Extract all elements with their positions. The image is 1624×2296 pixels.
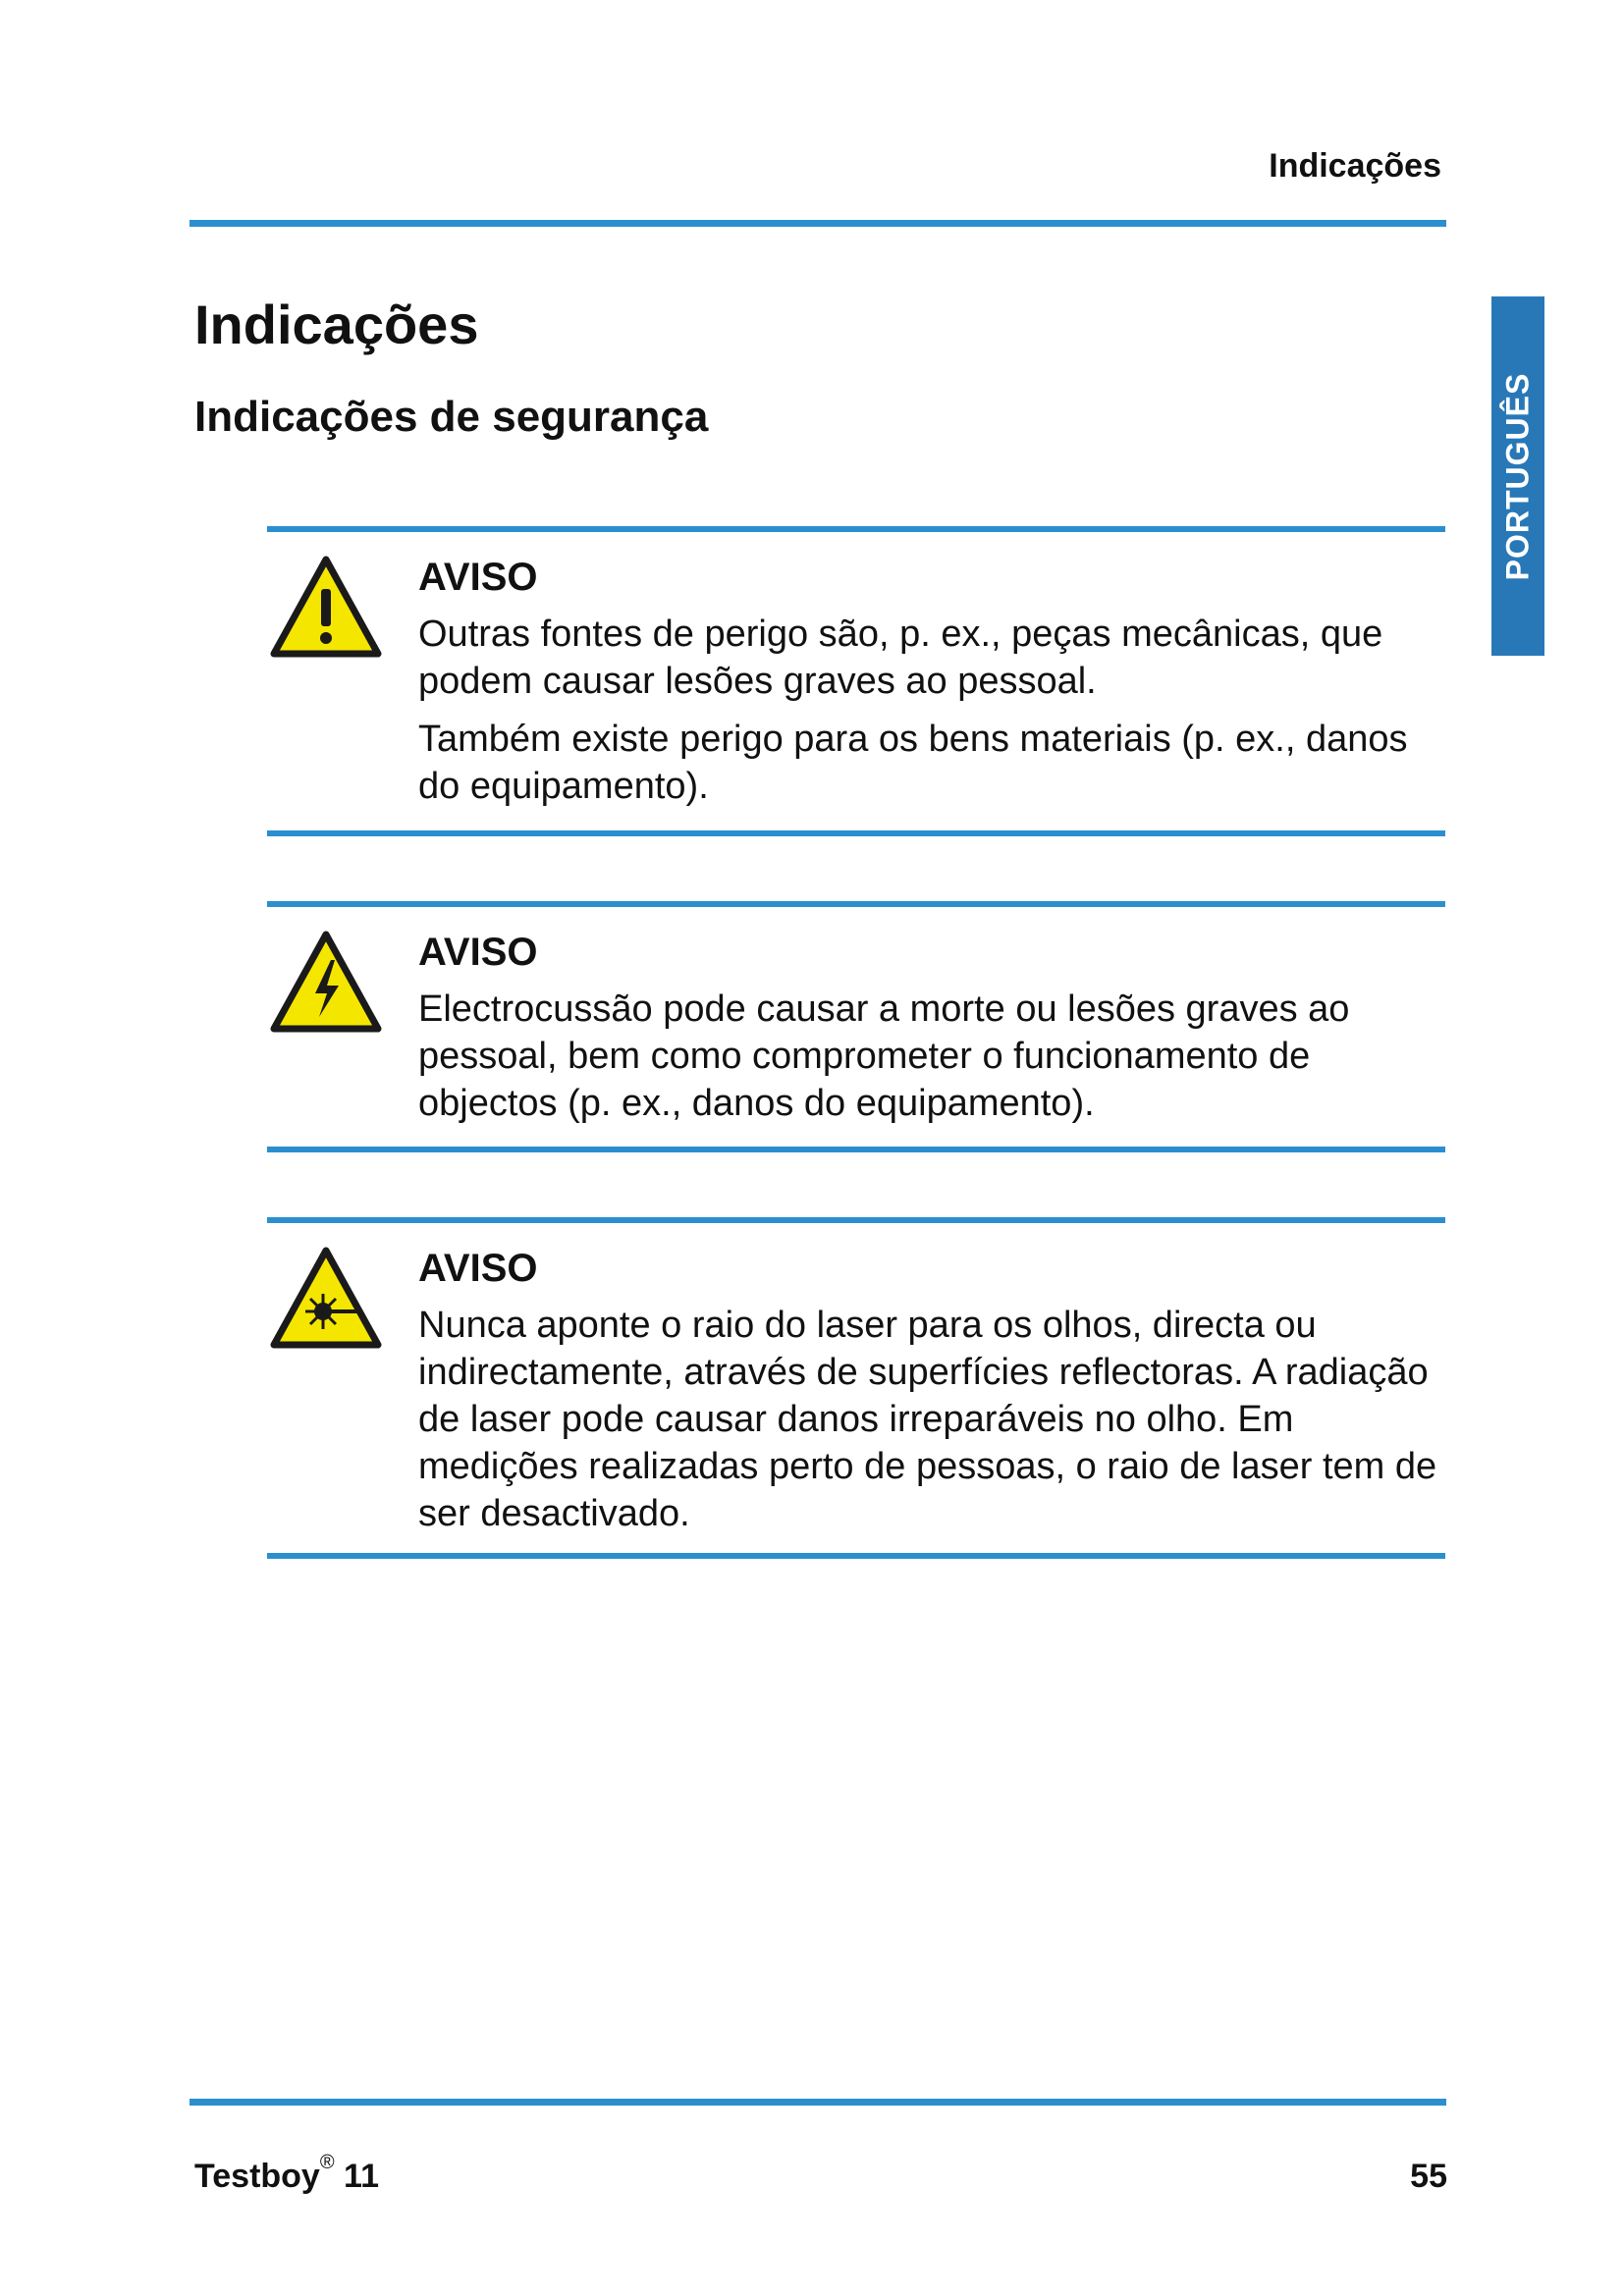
warning-title: AVISO [418,556,538,599]
product-model: 11 [344,2158,379,2195]
warning-text [418,611,1439,810]
warning-box-laser [267,1217,1445,1563]
warning-box-electric [267,901,1445,1156]
warning-box-mechanical [267,526,1445,840]
warning-top-rule [267,526,1445,532]
product-name: Testboy [194,2158,320,2195]
warning-text [418,1302,1439,1537]
warning-bottom-rule [267,830,1445,836]
warning-paragraph: Também existe perigo para os bens materiais (p. ex., danos do equipamento). [418,719,1408,807]
footer-rule [189,2099,1446,2106]
warning-top-rule [267,1217,1445,1223]
warning-paragraph: Nunca aponte o raio do laser para os olhos, directa ou indirectamente, através de superfícies reflectoras. A radiação de laser pode causar danos irreparáveis no olho. Em medições realizadas perto de pessoas, o raio de laser tem de ser desactivado. [418,1305,1437,1534]
running-header: Indicações [1269,147,1441,185]
registered-mark: ® [319,2152,335,2173]
footer-product [194,2152,379,2196]
page-number: 55 [1410,2158,1447,2195]
warning-bottom-rule [267,1553,1445,1559]
language-tab [1491,296,1544,656]
warning-paragraph: Outras fontes de perigo são, p. ex., peças mecânicas, que podem causar lesões graves ao pessoal. [418,614,1383,702]
warning-bottom-rule [267,1147,1445,1152]
electric-shock-warning-icon [270,931,382,1033]
warning-text [418,986,1439,1127]
language-tab-label: PORTUGUÊS [1499,372,1536,580]
header-rule [189,220,1446,227]
warning-top-rule [267,901,1445,907]
general-warning-icon [270,556,382,658]
section-subtitle: Indicações de segurança [194,393,709,441]
warning-title: AVISO [418,931,538,974]
warning-title: AVISO [418,1247,538,1290]
laser-warning-icon [270,1247,382,1349]
warning-paragraph: Electrocussão pode causar a morte ou lesões graves ao pessoal, bem como comprometer o funcionamento de objectos (p. ex., danos do equipamento). [418,988,1350,1124]
page-title: Indicações [194,294,479,355]
